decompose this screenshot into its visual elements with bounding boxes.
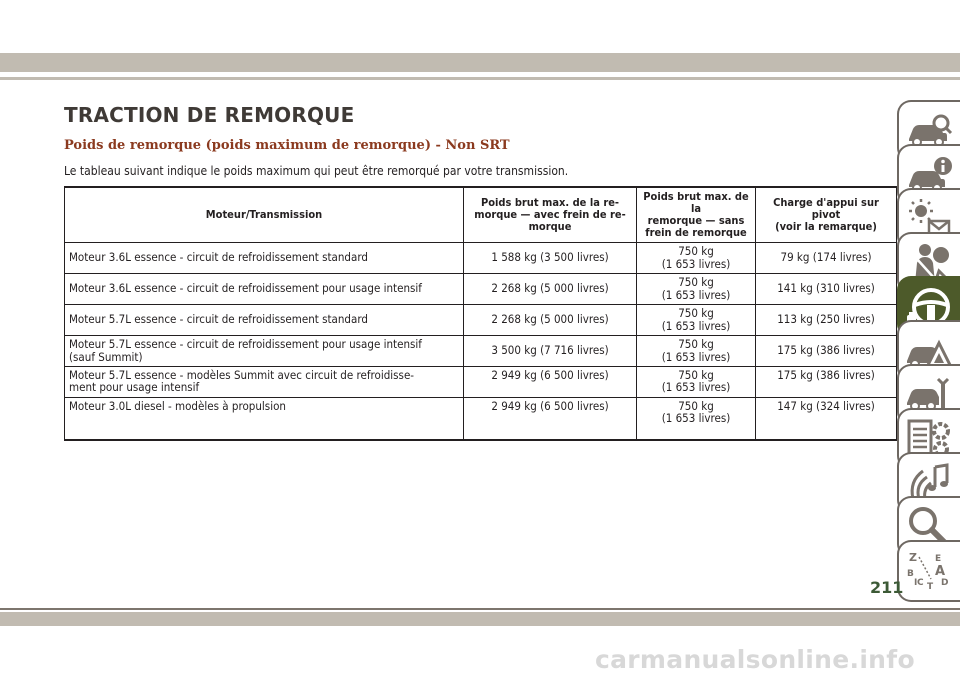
svg-text:A: A [935,564,946,579]
cell-engine: Moteur 5.7L essence - circuit de refroidissement pour usage intensif (sauf Summit) [65,335,464,366]
cell-engine: Moteur 3.6L essence - circuit de refroidissement standard [65,242,464,273]
cell-engine: Moteur 5.7L essence - circuit de refroidissement standard [65,304,464,335]
table-row [65,335,897,366]
tab-index[interactable] [897,540,960,602]
towing-weight-table [64,186,897,441]
cell-max-without-brake: 750 kg (1 653 livres) [637,366,756,397]
cell-engine: Moteur 3.0L diesel - modèles à propulsion [65,397,464,440]
section-subtitle: Poids de remorque (poids maximum de remorque) - Non SRT [64,138,510,153]
bottom-decorative-band [0,612,960,626]
cell-max-without-brake: 750 kg (1 653 livres) [637,242,756,273]
cell-engine: Moteur 5.7L essence - modèles Summit avec circuit de refroidisse- ment pour usage intensif [65,366,464,397]
svg-text:T: T [927,582,934,592]
cell-max-without-brake: 750 kg (1 653 livres) [637,335,756,366]
intro-text: Le tableau suivant indique le poids maximum qui peut être remorqué par votre transmission. [64,164,569,178]
table-row [65,366,897,397]
cell-tongue-load: 113 kg (250 livres) [756,304,897,335]
table-header-row [65,187,897,242]
cell-tongue-load: 147 kg (324 livres) [756,397,897,440]
cell-max-with-brake: 2 268 kg (5 000 livres) [464,273,637,304]
header-tongue-load: Charge d'appui sur pivot (voir la remarque) [756,187,897,242]
cell-max-without-brake: 750 kg (1 653 livres) [637,304,756,335]
header-max-without-brake: Poids brut max. de la remorque — sans frein de remorque [637,187,756,242]
cell-tongue-load: 175 kg (386 livres) [756,366,897,397]
cell-tongue-load: 175 kg (386 livres) [756,335,897,366]
svg-text:E: E [935,554,942,564]
cell-max-with-brake: 1 588 kg (3 500 livres) [464,242,637,273]
alphabet-index-icon [905,549,953,593]
cell-tongue-load: 79 kg (174 livres) [756,242,897,273]
cell-max-with-brake: 2 268 kg (5 000 livres) [464,304,637,335]
svg-text:D: D [941,578,949,588]
cell-max-without-brake: 750 kg (1 653 livres) [637,273,756,304]
page-number: 211 [870,578,904,597]
svg-text:B: B [907,569,914,579]
top-decorative-band [0,53,960,72]
watermark-text: carmanualsonline.info [595,645,915,674]
cell-engine: Moteur 3.6L essence - circuit de refroidissement pour usage intensif [65,273,464,304]
svg-text:I: I [914,578,918,588]
cell-max-without-brake: 750 kg (1 653 livres) [637,397,756,440]
header-max-with-brake: Poids brut max. de la re- morque — avec frein de re- morque [464,187,637,242]
cell-max-with-brake: 3 500 kg (7 716 livres) [464,335,637,366]
table-row [65,397,897,440]
bottom-decorative-line [0,608,960,610]
table-row [65,242,897,273]
header-engine-transmission: Moteur/Transmission [65,187,464,242]
page-title: TRACTION DE REMORQUE [64,103,355,127]
cell-max-with-brake: 2 949 kg (6 500 livres) [464,397,637,440]
table-row [65,304,897,335]
top-decorative-line [0,77,960,80]
cell-tongue-load: 141 kg (310 livres) [756,273,897,304]
cell-max-with-brake: 2 949 kg (6 500 livres) [464,366,637,397]
svg-text:C: C [917,578,924,588]
table-row [65,273,897,304]
svg-text:Z: Z [909,551,917,564]
